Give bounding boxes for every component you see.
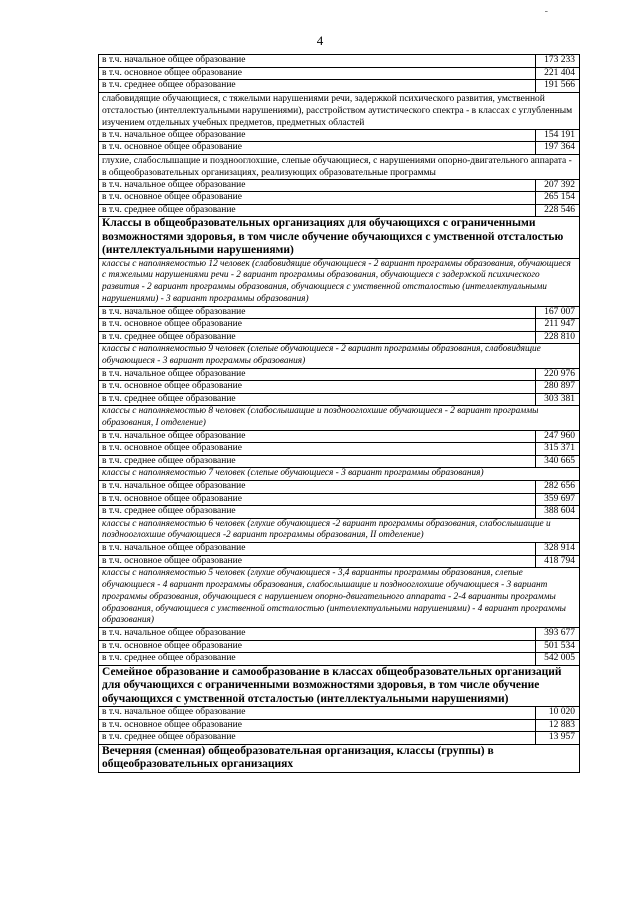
table-row [99,732,580,745]
table-row [99,192,580,205]
category-description: классы с наполняемостью 9 человек (слепые обучающиеся - 2 вариант программы образования, слабовидящие обучающиеся - 3 вариант программы образования) [99,344,580,369]
row-value: 221 404 [536,67,580,80]
category-description: глухие, слабослышащие и позднооглохшие, слепые обучающиеся, с нарушениями опорно-двигательного аппарата - в общеобразовательных организациях, реализующих образовательные программы [99,154,580,179]
row-label: в т.ч. среднее общее образование [99,653,536,666]
row-value: 328 914 [536,543,580,556]
row-value: 197 364 [536,142,580,155]
row-label: в т.ч. начальное общее образование [99,306,536,319]
row-label: в т.ч. начальное общее образование [99,481,536,494]
table-row [99,129,580,142]
category-note-row [99,406,580,431]
category-description: классы с наполняемостью 12 человек (слабовидящие обучающиеся - 2 вариант программы образования, обучающиеся с тяжелыми нарушениями речи - 2 вариант программы образования, обучающиеся с задержкой психического развития - 2 вариант программы образования, обучающиеся с умственной отсталостью (интеллектуальными нарушениями) - 3 вариант программы образования) [99,258,580,306]
row-label: в т.ч. начальное общее образование [99,628,536,641]
row-value: 228 810 [536,331,580,344]
row-value: 265 154 [536,192,580,205]
category-description: классы с наполняемостью 7 человек (слепые обучающиеся - 3 вариант программы образования) [99,468,580,481]
row-value: 228 546 [536,204,580,217]
table-row [99,306,580,319]
section-heading: Семейное образование и самообразование в классах общеобразовательных организаций для обучающихся с ограниченными возможностями здоровья, в том числе обучение обучающихся с умственной отсталостью (интеллектуальными нарушениями) [99,665,580,707]
category-row [99,154,580,179]
table-row [99,443,580,456]
category-note-row [99,258,580,306]
row-label: в т.ч. основное общее образование [99,640,536,653]
category-description: классы с наполняемостью 6 человек (глухие обучающиеся -2 вариант программы образования, слабослышащие и позднооглохшие обучающиеся -2 вариант программы образования, II отделение) [99,518,580,543]
table-row [99,67,580,80]
table-row [99,506,580,519]
row-value: 393 677 [536,628,580,641]
row-label: в т.ч. среднее общее образование [99,331,536,344]
row-value: 13 957 [536,732,580,745]
row-label: в т.ч. основное общее образование [99,142,536,155]
table-row [99,430,580,443]
section-heading: Классы в общеобразовательных организациях для обучающихся с ограниченными возможностями здоровья, в том числе обучение обучающихся с умственной отсталостью (интеллектуальными нарушениями) [99,217,580,259]
row-value: 10 020 [536,707,580,720]
row-label: в т.ч. основное общее образование [99,555,536,568]
table-row [99,555,580,568]
section-heading-row [99,217,580,259]
row-value: 280 897 [536,381,580,394]
row-label: в т.ч. начальное общее образование [99,368,536,381]
row-label: в т.ч. основное общее образование [99,192,536,205]
category-description: классы с наполняемостью 8 человек (слабослышащие и позднооглохшие обучающиеся - 2 вариант программы образования, I отделение) [99,406,580,431]
row-value: 247 960 [536,430,580,443]
table-row [99,55,580,68]
table-row [99,719,580,732]
table-row [99,393,580,406]
row-label: в т.ч. начальное общее образование [99,430,536,443]
row-label: в т.ч. начальное общее образование [99,179,536,192]
category-description: слабовидящие обучающиеся, с тяжелыми нарушениями речи, задержкой психического развития, умственной отсталостью (интеллектуальными нарушениями), расстройством аутистического спектра - в классах с углубленным изучением отдельных учебных предметов, предметных областей [99,92,580,129]
row-label: в т.ч. среднее общее образование [99,393,536,406]
row-label: в т.ч. начальное общее образование [99,543,536,556]
table-row [99,707,580,720]
table-row [99,204,580,217]
category-note-row [99,468,580,481]
category-description: классы с наполняемостью 5 человек (глухие обучающиеся - 3,4 варианты программы образования, слепые обучающиеся - 4 вариант программы образования, слабослышащие и позднооглохшие обучающиеся - 3 вариант программы образования, обучающиеся с нарушением опорно-двигательного аппарата - 2-4 варианты программы образования, обучающиеся с умственной отсталостью (интеллектуальными нарушениями) - 4 вариант программы образования) [99,568,580,628]
table-row [99,142,580,155]
section-heading: Вечерняя (сменная) общеобразовательная организация, классы (группы) в общеобразовательных организациях [99,744,580,772]
row-value: 542 005 [536,653,580,666]
row-label: в т.ч. основное общее образование [99,319,536,332]
table-row [99,368,580,381]
row-value: 501 534 [536,640,580,653]
cost-table-body [99,55,580,773]
row-label: в т.ч. основное общее образование [99,719,536,732]
row-value: 418 794 [536,555,580,568]
table-row [99,543,580,556]
row-value: 220 976 [536,368,580,381]
table-row [99,179,580,192]
row-value: 315 371 [536,443,580,456]
row-label: в т.ч. основное общее образование [99,67,536,80]
row-value: 191 566 [536,80,580,93]
row-label: в т.ч. начальное общее образование [99,707,536,720]
row-value: 340 665 [536,455,580,468]
table-row [99,331,580,344]
row-label: в т.ч. начальное общее образование [99,129,536,142]
section-heading-row [99,744,580,772]
corner-mark: - [544,6,548,17]
row-value: 173 233 [536,55,580,68]
table-row [99,640,580,653]
row-value: 303 381 [536,393,580,406]
row-value: 207 392 [536,179,580,192]
table-row [99,381,580,394]
table-row [99,653,580,666]
row-label: в т.ч. среднее общее образование [99,506,536,519]
category-note-row [99,568,580,628]
row-value: 211 947 [536,319,580,332]
row-value: 12 883 [536,719,580,732]
row-label: в т.ч. основное общее образование [99,443,536,456]
row-label: в т.ч. среднее общее образование [99,80,536,93]
table-row [99,493,580,506]
table-row [99,80,580,93]
row-value: 388 604 [536,506,580,519]
row-label: в т.ч. основное общее образование [99,493,536,506]
cost-table [98,54,580,773]
page-number: 4 [316,33,324,48]
row-label: в т.ч. среднее общее образование [99,455,536,468]
category-note-row [99,518,580,543]
row-value: 359 697 [536,493,580,506]
row-label: в т.ч. начальное общее образование [99,55,536,68]
row-label: в т.ч. среднее общее образование [99,732,536,745]
table-row [99,628,580,641]
row-value: 167 007 [536,306,580,319]
category-row [99,92,580,129]
table-row [99,455,580,468]
category-note-row [99,344,580,369]
row-value: 154 191 [536,129,580,142]
table-row [99,319,580,332]
row-label: в т.ч. среднее общее образование [99,204,536,217]
table-row [99,481,580,494]
section-heading-row [99,665,580,707]
row-value: 282 656 [536,481,580,494]
row-label: в т.ч. основное общее образование [99,381,536,394]
